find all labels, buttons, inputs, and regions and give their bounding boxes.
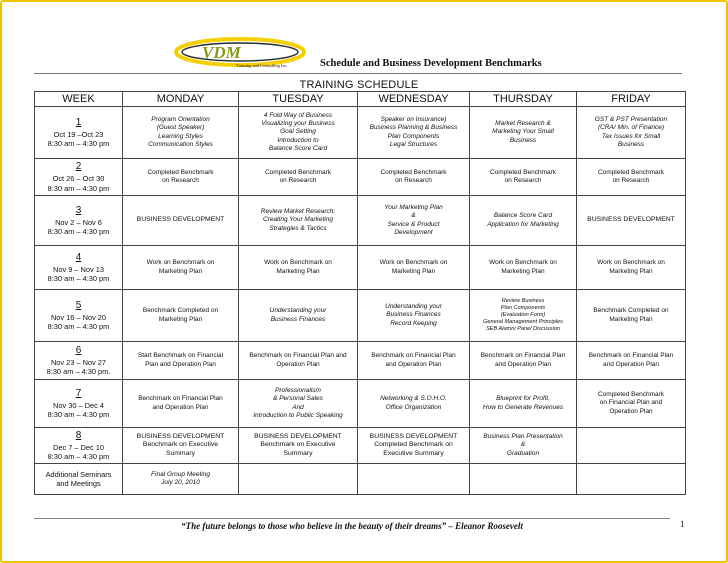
week-number: 4 bbox=[75, 251, 82, 263]
week-number: 7 bbox=[75, 387, 82, 399]
session-cell bbox=[358, 464, 470, 495]
session-cell bbox=[239, 428, 358, 464]
session-cell bbox=[577, 342, 686, 380]
week-cell bbox=[35, 196, 123, 246]
session-cell bbox=[239, 159, 358, 196]
session-text: Review Market Research; Creating Your Marketing Strategies & Tactics bbox=[260, 208, 336, 232]
session-cell bbox=[577, 380, 686, 428]
session-text: Completed Benchmark on Research bbox=[147, 168, 214, 184]
table-row bbox=[35, 196, 686, 246]
session-text: Benchmark on Financial Plan and Operation Plan bbox=[249, 352, 347, 368]
week-number: 2 bbox=[75, 161, 82, 172]
session-cell bbox=[239, 380, 358, 428]
header-divider bbox=[34, 73, 682, 74]
session-text: BUSINESS DEVELOPMENT Benchmark on Executive Summary bbox=[136, 433, 225, 457]
session-text: BUSINESS DEVELOPMENT Completed Benchmark on Executive Summary bbox=[369, 433, 458, 457]
training-schedule-table bbox=[34, 91, 686, 495]
svg-text:VDM: VDM bbox=[202, 43, 241, 62]
session-cell bbox=[239, 107, 358, 159]
session-text: Networking & S.O.H.O. Office Organization bbox=[380, 395, 447, 411]
session-cell bbox=[358, 380, 470, 428]
session-cell bbox=[577, 290, 686, 342]
session-text: Speaker on Insurance) Business Planning & Business Plan Components Legal Structures bbox=[369, 116, 458, 148]
week-dates: Nov 30 – Dec 4 8:30 am – 4:30 pm bbox=[47, 400, 110, 419]
week-number: 6 bbox=[75, 344, 82, 356]
week-dates: Oct 26 – Oct 30 8:30 am – 4:30 pm bbox=[47, 174, 110, 193]
session-text: Final Group Meeting July 20, 2010 bbox=[151, 470, 210, 486]
week-dates: Nov 2 – Nov 6 8:30 am – 4:30 pm bbox=[47, 217, 110, 236]
table-row bbox=[35, 464, 686, 495]
session-text: Benchmark on Financial Plan and Operation Plan bbox=[371, 352, 456, 368]
week-number: 1 bbox=[75, 116, 82, 128]
session-text: Completed Benchmark on Financial Plan and Operation Plan bbox=[597, 391, 665, 415]
footer-quote: “The future belongs to those who believe in the beauty of their dreams” – Eleanor Roosevelt bbox=[181, 521, 523, 531]
session-text: Completed Benchmark on Research bbox=[489, 168, 557, 184]
session-cell bbox=[577, 159, 686, 196]
session-text: Understanding your Business Finances bbox=[269, 307, 327, 323]
table-row bbox=[35, 246, 686, 290]
session-cell bbox=[358, 290, 470, 342]
session-text: Start Benchmark on Financial Plan and Operation Plan bbox=[137, 352, 224, 368]
session-cell bbox=[470, 464, 577, 495]
company-logo bbox=[174, 36, 314, 72]
session-cell bbox=[123, 464, 239, 495]
session-text: Blueprint for Profit, How to Generate Revenues bbox=[482, 395, 564, 411]
session-cell bbox=[123, 380, 239, 428]
svg-text:Training and Consulting Inc.: Training and Consulting Inc. bbox=[236, 63, 288, 68]
week-number: 8 bbox=[75, 429, 82, 441]
session-text: BUSINESS DEVELOPMENT Benchmark on Executive Summary bbox=[254, 433, 342, 457]
column-header-week: WEEK bbox=[35, 92, 123, 107]
session-cell bbox=[239, 290, 358, 342]
session-cell bbox=[239, 342, 358, 380]
week-cell bbox=[35, 246, 123, 290]
session-cell bbox=[239, 464, 358, 495]
week-dates: Oct 19 –Oct 23 8:30 am – 4:30 pm bbox=[47, 129, 110, 148]
column-header-monday: MONDAY bbox=[123, 92, 239, 107]
week-dates: Nov 23 – Nov 27 8:30 am – 4:30 pm. bbox=[46, 357, 111, 376]
session-text: GST & PST Presentation (CRA/ Min. of Finance) Tax Issues for Small Business bbox=[594, 116, 668, 148]
session-cell bbox=[577, 107, 686, 159]
session-cell bbox=[577, 428, 686, 464]
session-text: Benchmark on Financial Plan and Operation Plan bbox=[480, 352, 566, 368]
table-row bbox=[35, 290, 686, 342]
row-label: Additional Seminars and Meetings bbox=[45, 469, 112, 488]
week-cell bbox=[35, 159, 123, 196]
week-cell bbox=[35, 380, 123, 428]
session-text: Completed Benchmark on Research bbox=[597, 168, 665, 184]
table-row bbox=[35, 428, 686, 464]
column-header-thursday: THURSDAY bbox=[470, 92, 577, 107]
session-text: Benchmark on Financial Plan and Operation Plan bbox=[138, 395, 223, 411]
session-text: BUSINESS DEVELOPMENT bbox=[587, 216, 675, 224]
session-text: Understanding your Business Finances Record Keeping bbox=[385, 303, 442, 327]
week-cell bbox=[35, 107, 123, 159]
session-cell bbox=[358, 342, 470, 380]
session-text: Work on Benchmark on Marketing Plan bbox=[489, 259, 557, 275]
session-cell bbox=[470, 196, 577, 246]
session-text: Balance Score Card Application for Marketing bbox=[487, 212, 559, 228]
table-row bbox=[35, 342, 686, 380]
session-cell bbox=[470, 380, 577, 428]
week-cell bbox=[35, 428, 123, 464]
column-header-wednesday: WEDNESDAY bbox=[358, 92, 470, 107]
session-text: Benchmark on Financial Plan and Operation Plan bbox=[588, 352, 674, 368]
session-text: Market Research & Marketing Your Small Business bbox=[492, 120, 554, 144]
week-cell bbox=[35, 290, 123, 342]
session-text: Completed Benchmark on Research bbox=[264, 168, 332, 184]
session-text: Your Marketing Plan & Service & Product Development bbox=[384, 204, 443, 236]
session-text: Completed Benchmark on Research bbox=[380, 168, 447, 184]
session-cell bbox=[123, 342, 239, 380]
session-cell bbox=[358, 428, 470, 464]
week-dates: Nov 9 – Nov 13 8:30 am – 4:30 pm bbox=[47, 264, 110, 283]
session-cell bbox=[123, 107, 239, 159]
schedule-title: TRAINING SCHEDULE bbox=[299, 79, 419, 91]
session-cell bbox=[123, 159, 239, 196]
session-cell bbox=[470, 290, 577, 342]
table-row bbox=[35, 159, 686, 196]
session-text: Professionalism & Personal Sales And Introduction to Public Speaking bbox=[253, 387, 343, 419]
column-header-friday: FRIDAY bbox=[577, 92, 686, 107]
session-text: Work on Benchmark on Marketing Plan bbox=[264, 259, 332, 275]
table-header-row bbox=[35, 92, 686, 107]
session-text: Work on Benchmark on Marketing Plan bbox=[597, 259, 665, 275]
session-cell bbox=[470, 428, 577, 464]
column-header-tuesday: TUESDAY bbox=[239, 92, 358, 107]
week-cell bbox=[35, 342, 123, 380]
week-cell bbox=[35, 464, 123, 495]
session-cell bbox=[239, 246, 358, 290]
document-title: Schedule and Business Development Benchmarks bbox=[320, 58, 542, 69]
table-row bbox=[35, 380, 686, 428]
session-text: Benchmark Completed on Marketing Plan bbox=[142, 307, 219, 323]
session-cell bbox=[470, 246, 577, 290]
session-cell bbox=[239, 196, 358, 246]
session-cell bbox=[358, 246, 470, 290]
session-cell bbox=[358, 159, 470, 196]
session-cell bbox=[577, 196, 686, 246]
session-text: Work on Benchmark on Marketing Plan bbox=[146, 259, 215, 275]
session-cell bbox=[123, 246, 239, 290]
week-dates: Dec 7 – Dec 10 8:30 am – 4:30 pm bbox=[47, 442, 110, 461]
session-cell bbox=[123, 290, 239, 342]
session-text: Work on Benchmark on Marketing Plan bbox=[379, 259, 448, 275]
footer-divider bbox=[34, 518, 670, 519]
session-cell bbox=[577, 246, 686, 290]
session-text: 4 Fold Way of Business Visualizing your Business Goal Setting Introduction to Balance Score Card bbox=[261, 111, 335, 152]
session-cell bbox=[470, 159, 577, 196]
session-text: Review Business Plan Components (Evaluation Form) General Management Principles SEB Alumni Panel Discussion bbox=[483, 298, 563, 332]
session-text: Business Plan Presentation & Graduation bbox=[483, 433, 563, 457]
session-cell bbox=[358, 107, 470, 159]
week-number: 3 bbox=[75, 204, 82, 216]
session-cell bbox=[470, 342, 577, 380]
session-cell bbox=[470, 107, 577, 159]
session-text: Benchmark Completed on Marketing Plan bbox=[593, 307, 669, 323]
page-number: 1 bbox=[680, 519, 685, 529]
session-cell bbox=[577, 464, 686, 495]
week-number: 5 bbox=[75, 299, 82, 311]
session-cell bbox=[358, 196, 470, 246]
session-text: Program Orientation (Guest Speaker) Learning Styles Communication Styles bbox=[148, 116, 213, 148]
week-dates: Nov 16 – Nov 20 8:30 am – 4:30 pm bbox=[47, 312, 110, 331]
session-text: BUSINESS DEVELOPMENT bbox=[136, 216, 225, 224]
table-row bbox=[35, 107, 686, 159]
session-cell bbox=[123, 196, 239, 246]
session-cell bbox=[123, 428, 239, 464]
